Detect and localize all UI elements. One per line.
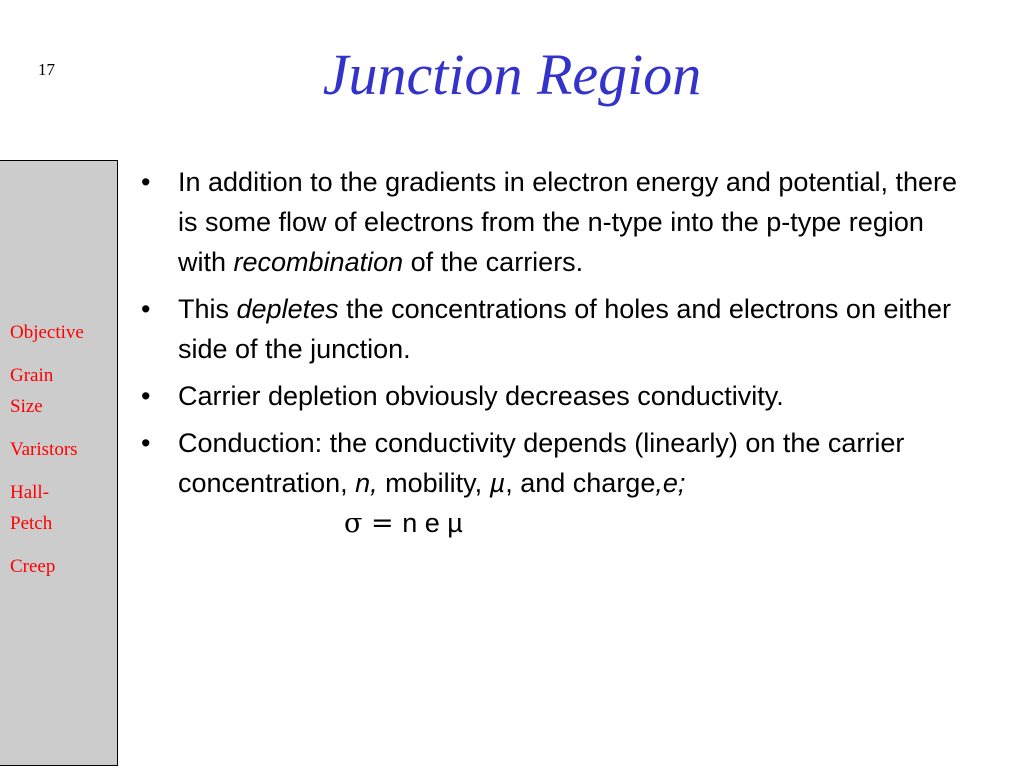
bullet-list	[138, 162, 978, 544]
bullet-marker: •	[141, 167, 151, 197]
sigma-symbol: σ	[344, 508, 363, 539]
sidebar-item-creep[interactable]: Creep	[10, 556, 56, 577]
sidebar-nav	[0, 160, 118, 766]
bullet-item-conduction	[138, 423, 978, 544]
sidebar-item-objective[interactable]: Objective	[10, 322, 84, 343]
emphasis-text: µ	[489, 468, 506, 498]
slide-body	[138, 162, 978, 551]
sidebar-item-varistors[interactable]: Varistors	[10, 439, 78, 460]
bullet-text: In addition to the gradients in electron energy and potential, there is some flow of electrons from the n-type into the p-type region with	[178, 167, 958, 277]
emphasis-text: recombination	[233, 247, 404, 277]
bullet-text: of the carriers.	[403, 247, 584, 277]
formula-rhs: n e µ	[402, 508, 463, 538]
bullet-item-carrier-depletion	[138, 376, 978, 416]
bullet-marker: •	[141, 428, 151, 458]
slide-title: Junction Region	[322, 42, 702, 107]
bullet-text: Conduction: the conductivity depends (linearly) on the carrier concentration,	[178, 428, 905, 498]
bullet-text: mobility,	[377, 468, 490, 498]
emphasis-text: ,e;	[655, 468, 686, 498]
sidebar-item-grain-size[interactable]: Grain Size	[10, 365, 54, 417]
bullet-text: Carrier depletion obviously decreases conductivity.	[178, 381, 784, 411]
bullet-item-recombination	[138, 162, 978, 282]
bullet-text: , and charge	[505, 468, 656, 498]
bullet-text: the concentrations of holes and electrons on either side of the junction.	[178, 294, 952, 364]
equals-sign: =	[362, 508, 403, 539]
emphasis-text: depletes	[236, 294, 339, 324]
emphasis-text: n,	[355, 468, 378, 498]
bullet-marker: •	[141, 294, 151, 324]
conductivity-formula	[178, 503, 978, 544]
slide-number: 17	[38, 60, 55, 79]
bullet-item-depletes	[138, 289, 978, 369]
bullet-marker: •	[141, 381, 151, 411]
bullet-text: This	[178, 294, 237, 324]
sidebar-list	[10, 317, 116, 594]
sidebar-item-hall-petch[interactable]: Hall-Petch	[10, 482, 53, 534]
